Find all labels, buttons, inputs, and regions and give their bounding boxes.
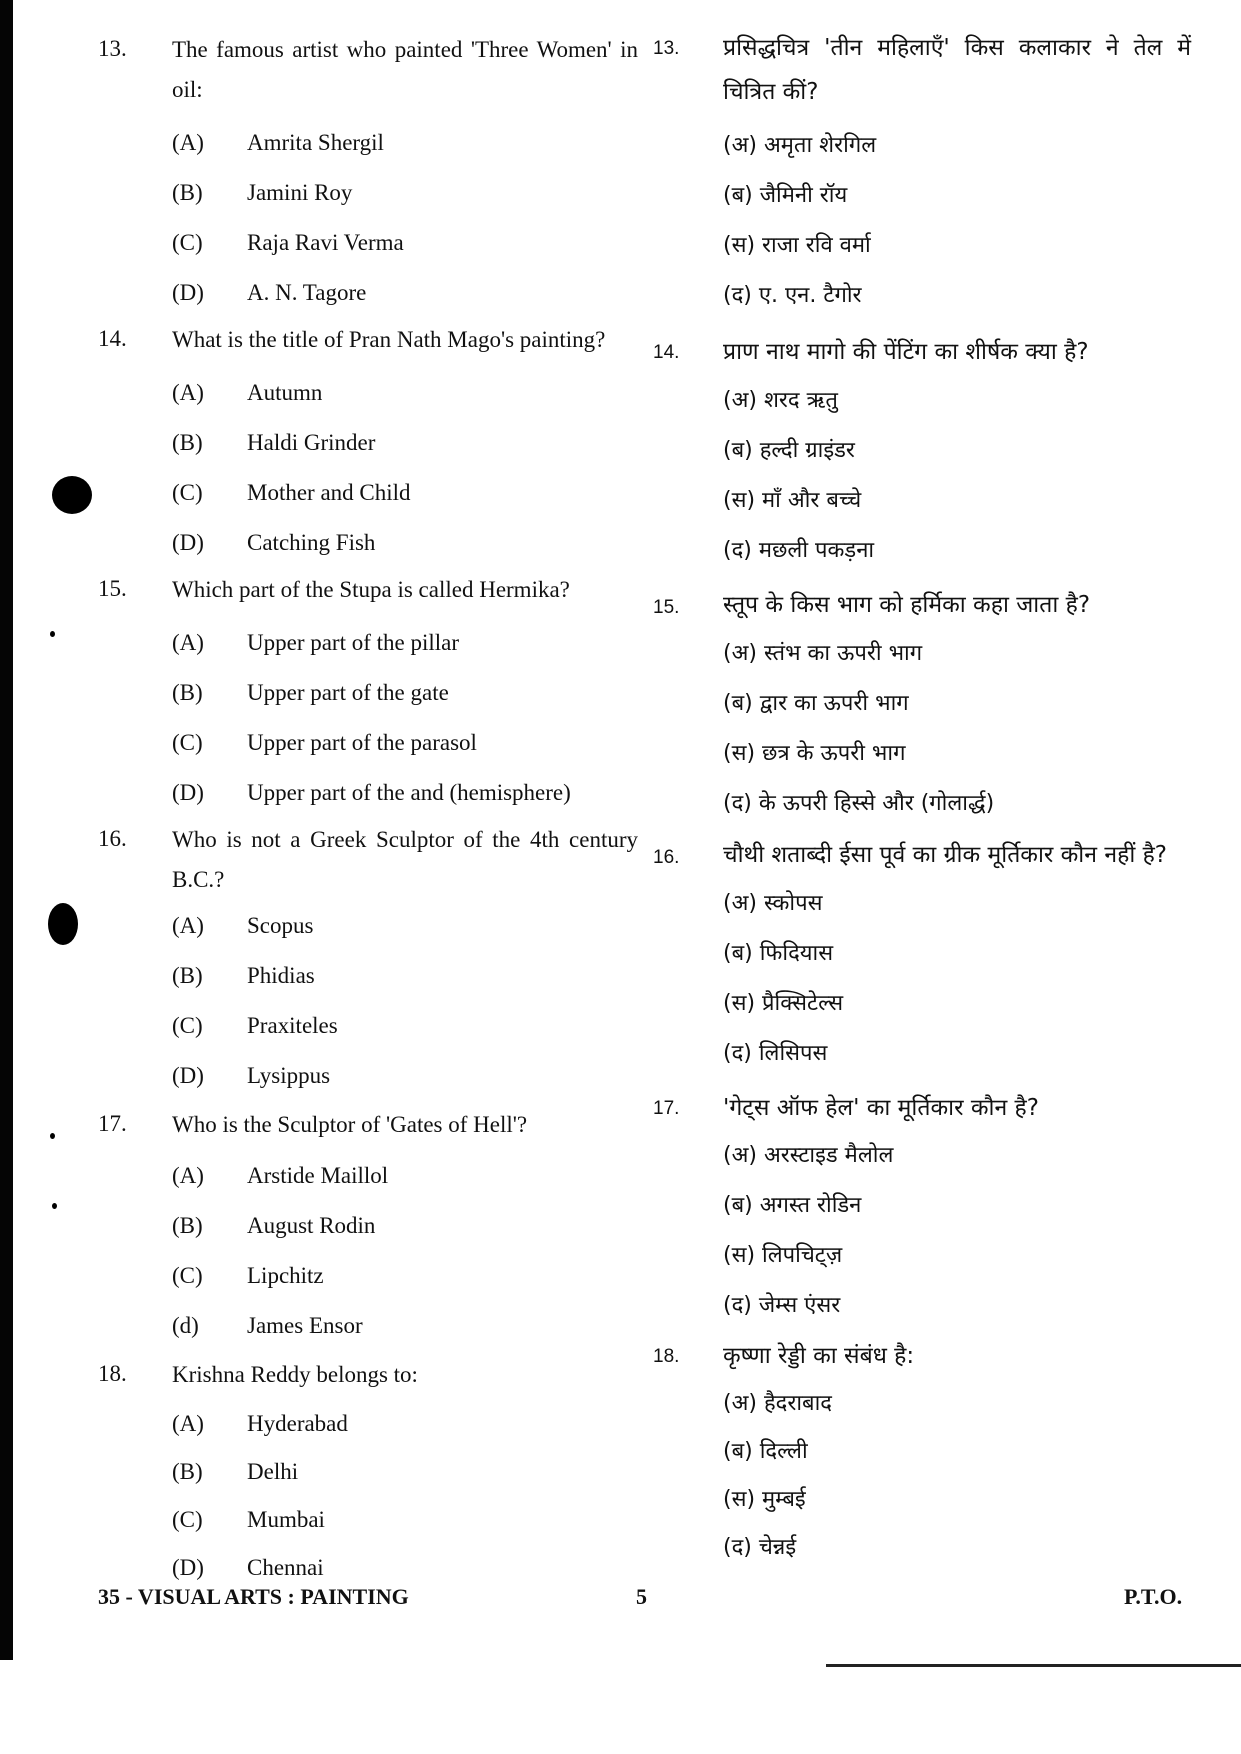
option-label: (D) xyxy=(172,780,204,805)
question-text-hindi: कृष्णा रेड्डी का संबंध है: xyxy=(723,1343,915,1369)
option-label: (C) xyxy=(172,1507,203,1532)
answer-option-hindi: (ब) अगस्त रोडिन xyxy=(723,1193,862,1218)
option-label: (D) xyxy=(172,280,204,305)
option-label: (d) xyxy=(172,1313,199,1338)
option-text: Upper part of the pillar xyxy=(247,630,460,655)
speck xyxy=(50,1133,55,1139)
option-text: Jamini Roy xyxy=(247,180,353,205)
option-label: (B) xyxy=(172,1213,203,1238)
question-text: The famous artist who painted 'Three Women' in oil: xyxy=(172,37,638,102)
option-label: (B) xyxy=(172,963,203,988)
option-label: (D) xyxy=(172,1063,204,1088)
option-label: (A) xyxy=(172,380,204,405)
option-text: Upper part of the and (hemisphere) xyxy=(247,780,571,805)
option-label: (B) xyxy=(172,1459,203,1484)
answer-option-hindi: (ब) हल्दी ग्राइंडर xyxy=(723,438,855,463)
option-text: Raja Ravi Verma xyxy=(247,230,404,255)
answer-option-hindi: (अ) हैदराबाद xyxy=(723,1391,832,1416)
option-label: (C) xyxy=(172,480,203,505)
question-number-hindi: 18. xyxy=(653,1346,680,1367)
question-number-hindi: 13. xyxy=(653,38,680,59)
question-number-hindi: 14. xyxy=(653,342,680,363)
question-text-hindi: स्तूप के किस भाग को हर्मिका कहा जाता है? xyxy=(723,592,1091,618)
option-label: (D) xyxy=(172,530,204,555)
option-label: (A) xyxy=(172,1411,204,1436)
speck xyxy=(50,631,55,637)
option-label: (A) xyxy=(172,630,204,655)
answer-option-hindi: (ब) जैमिनी रॉय xyxy=(723,183,848,208)
question-text-hindi: प्राण नाथ मागो की पेंटिंग का शीर्षक क्या है? xyxy=(723,339,1089,365)
option-text: James Ensor xyxy=(247,1313,363,1338)
option-label: (A) xyxy=(172,1163,204,1188)
option-text: Haldi Grinder xyxy=(247,430,376,455)
option-label: (A) xyxy=(172,130,204,155)
question-number: 14. xyxy=(98,326,127,351)
option-text: Amrita Shergil xyxy=(247,130,384,155)
binding-edge xyxy=(0,0,13,1660)
question-number-hindi: 17. xyxy=(653,1098,680,1119)
answer-option-hindi: (द) चेन्नई xyxy=(723,1535,797,1560)
answer-option-hindi: (स) प्रैक्सिटेल्स xyxy=(723,991,844,1016)
option-text: Upper part of the gate xyxy=(247,680,449,705)
option-text: Praxiteles xyxy=(247,1013,338,1038)
answer-option-hindi: (अ) अमृता शेरगिल xyxy=(723,133,877,158)
option-text: Phidias xyxy=(247,963,315,988)
answer-option-hindi: (अ) स्तंभ का ऊपरी भाग xyxy=(723,641,923,666)
option-label: (B) xyxy=(172,180,203,205)
option-text: August Rodin xyxy=(247,1213,376,1238)
answer-option-hindi: (स) माँ और बच्चे xyxy=(723,488,862,513)
punch-hole xyxy=(48,903,78,945)
answer-option-hindi: (स) छत्र के ऊपरी भाग xyxy=(723,741,906,766)
option-text: Chennai xyxy=(247,1555,324,1580)
punch-hole xyxy=(52,476,92,514)
option-label: (C) xyxy=(172,1013,203,1038)
option-text: Scopus xyxy=(247,913,314,938)
answer-option-hindi: (ब) दिल्ली xyxy=(723,1439,808,1464)
question-number: 15. xyxy=(98,576,127,601)
question-text: Who is not a Greek Sculptor of the 4th century B.C.? xyxy=(172,827,638,892)
option-text: Delhi xyxy=(247,1459,299,1484)
option-text: Mumbai xyxy=(247,1507,325,1532)
question-number: 18. xyxy=(98,1361,127,1386)
option-text: Autumn xyxy=(247,380,323,405)
question-number: 17. xyxy=(98,1111,127,1136)
option-label: (C) xyxy=(172,230,203,255)
answer-option-hindi: (द) ए. एन. टैगोर xyxy=(723,283,862,308)
answer-option-hindi: (अ) स्कोपस xyxy=(723,891,823,916)
question-number: 13. xyxy=(98,36,127,61)
option-label: (D) xyxy=(172,1555,204,1580)
answer-option-hindi: (ब) फिदियास xyxy=(723,941,834,966)
answer-option-hindi: (अ) शरद ऋतु xyxy=(723,388,838,413)
answer-option-hindi: (ब) द्वार का ऊपरी भाग xyxy=(723,691,909,716)
option-label: (C) xyxy=(172,730,203,755)
option-label: (A) xyxy=(172,913,204,938)
option-text: Catching Fish xyxy=(247,530,376,555)
footer-subject: 35 - VISUAL ARTS : PAINTING xyxy=(98,1584,409,1609)
question-text-hindi: 'गेट्स ऑफ हेल' का मूर्तिकार कौन है? xyxy=(723,1095,1039,1121)
question-text: Krishna Reddy belongs to: xyxy=(172,1362,418,1387)
question-number-hindi: 15. xyxy=(653,597,680,618)
option-label: (C) xyxy=(172,1263,203,1288)
footer-page-number: 5 xyxy=(636,1584,647,1609)
speck xyxy=(52,1203,57,1209)
answer-option-hindi: (द) के ऊपरी हिस्से और (गोलार्द्ध) xyxy=(723,791,995,816)
question-number: 16. xyxy=(98,826,127,851)
option-text: Arstide Maillol xyxy=(247,1163,389,1188)
option-text: A. N. Tagore xyxy=(247,280,367,305)
footer-rule xyxy=(826,1664,1241,1667)
option-text: Mother and Child xyxy=(247,480,411,505)
question-text-hindi: चौथी शताब्दी ईसा पूर्व का ग्रीक मूर्तिकार कौन नहीं है? xyxy=(723,842,1168,868)
answer-option-hindi: (द) जेम्स एंसर xyxy=(723,1293,841,1318)
option-text: Hyderabad xyxy=(247,1411,348,1436)
question-text: What is the title of Pran Nath Mago's painting? xyxy=(172,327,606,352)
answer-option-hindi: (स) लिपचिट्ज़ xyxy=(723,1243,843,1268)
answer-option-hindi: (स) राजा रवि वर्मा xyxy=(723,233,871,258)
footer-pto: P.T.O. xyxy=(1124,1584,1183,1609)
option-label: (B) xyxy=(172,680,203,705)
option-text: Lipchitz xyxy=(247,1263,324,1288)
option-label: (B) xyxy=(172,430,203,455)
question-text: Who is the Sculptor of 'Gates of Hell'? xyxy=(172,1112,528,1137)
answer-option-hindi: (द) मछली पकड़ना xyxy=(723,538,875,563)
option-text: Upper part of the parasol xyxy=(247,730,477,755)
answer-option-hindi: (द) लिसिपस xyxy=(723,1041,828,1066)
question-text: Which part of the Stupa is called Hermika? xyxy=(172,577,570,602)
option-text: Lysippus xyxy=(247,1063,331,1088)
answer-option-hindi: (स) मुम्बई xyxy=(723,1487,806,1512)
question-number-hindi: 16. xyxy=(653,847,680,868)
question-text-hindi: प्रसिद्धचित्र 'तीन महिलाएँ' किस कलाकार ने तेल में चित्रित कीं? xyxy=(723,35,1191,105)
answer-option-hindi: (अ) अरस्टाइड मैलोल xyxy=(723,1143,894,1168)
